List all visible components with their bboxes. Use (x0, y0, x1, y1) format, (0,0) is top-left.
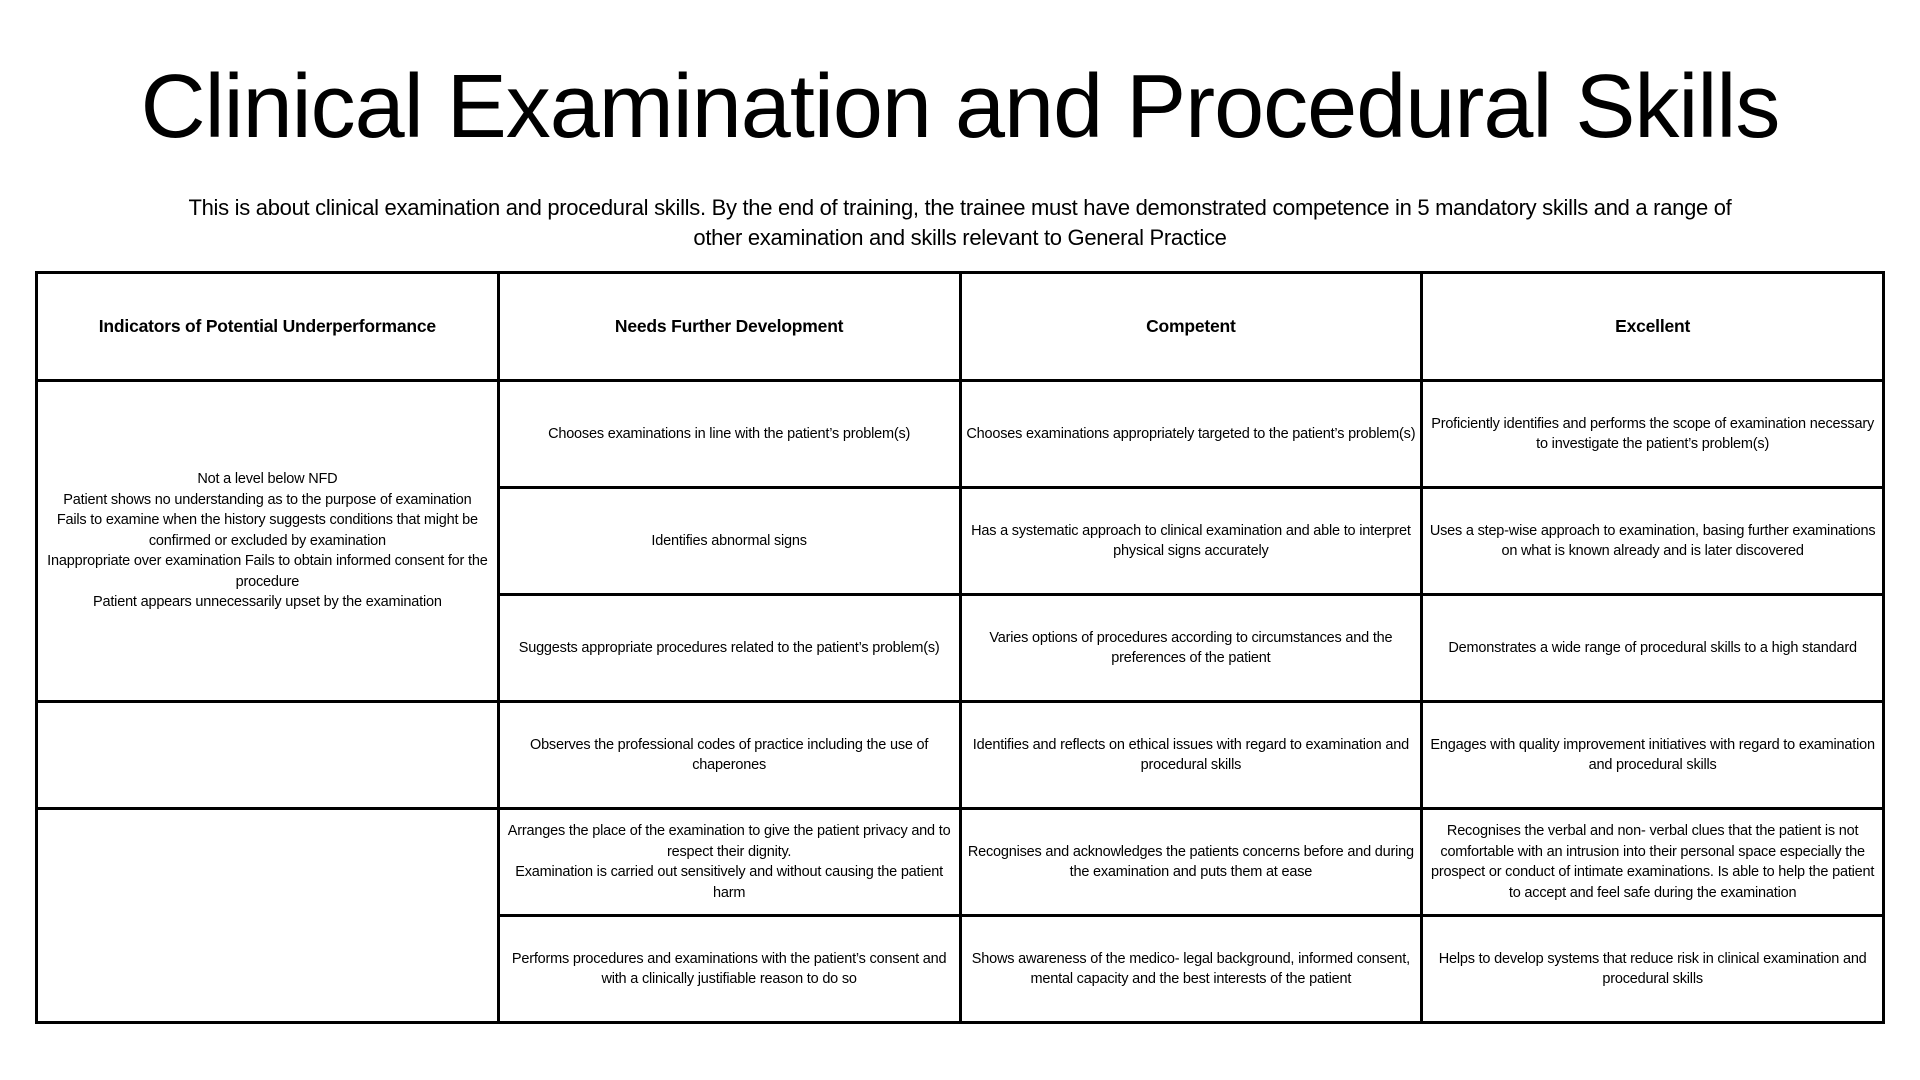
table-header-row (37, 273, 1884, 381)
competency-rubric-table (35, 271, 1885, 1024)
indicator-item: Fails to examine when the history suggests conditions that might be confirmed or excluded by examination (56, 512, 478, 549)
page-subtitle (100, 193, 1820, 253)
header-competent: Competent (960, 273, 1422, 381)
excellent-cell: Uses a step-wise approach to examination, basing further examinations on what is known already and is later discovered (1422, 488, 1884, 595)
indicators-cell-1 (37, 381, 499, 702)
indicator-item: Patient appears unnecessarily upset by the examination (93, 594, 442, 611)
nfd-cell-line: Examination is carried out sensitively and without causing the patient harm (515, 864, 943, 901)
nfd-cell: Identifies abnormal signs (498, 488, 960, 595)
excellent-cell: Engages with quality improvement initiatives with regard to examination and procedural skills (1422, 702, 1884, 809)
indicator-item: Inappropriate over examination Fails to obtain informed consent for the procedure (47, 553, 488, 590)
competent-cell: Has a systematic approach to clinical examination and able to interpret physical signs accurately (960, 488, 1422, 595)
competent-cell: Varies options of procedures according to circumstances and the preferences of the patient (960, 595, 1422, 702)
indicator-item: Not a level below NFD (197, 471, 338, 488)
nfd-cell (498, 809, 960, 916)
subtitle-line-1: This is about clinical examination and procedural skills. By the end of training, the trainee must have demonstrated competence in 5 mandatory skills and a range of (188, 195, 1732, 220)
page-title: Clinical Examination and Procedural Skills (140, 57, 1780, 157)
subtitle-line-2: other examination and skills relevant to General Practice (693, 225, 1227, 250)
excellent-cell: Proficiently identifies and performs the scope of examination necessary to investigate the patient’s problem(s) (1422, 381, 1884, 488)
nfd-cell: Performs procedures and examinations with the patient’s consent and with a clinically justifiable reason to do so (498, 916, 960, 1023)
nfd-cell: Suggests appropriate procedures related to the patient’s problem(s) (498, 595, 960, 702)
indicators-cell-2 (37, 702, 499, 809)
nfd-cell: Observes the professional codes of practice including the use of chaperones (498, 702, 960, 809)
competent-cell: Recognises and acknowledges the patients concerns before and during the examination and puts them at ease (960, 809, 1422, 916)
indicator-item: Patient shows no understanding as to the purpose of examination (63, 491, 472, 508)
competent-cell: Shows awareness of the medico- legal background, informed consent, mental capacity and the best interests of the patient (960, 916, 1422, 1023)
excellent-cell: Helps to develop systems that reduce risk in clinical examination and procedural skills (1422, 916, 1884, 1023)
excellent-cell: Recognises the verbal and non- verbal clues that the patient is not comfortable with an intrusion into their personal space especially the prospect or conduct of intimate examinations. Is able to help the patient to accept and feel safe during the examination (1422, 809, 1884, 916)
excellent-cell: Demonstrates a wide range of procedural skills to a high standard (1422, 595, 1884, 702)
header-excellent: Excellent (1422, 273, 1884, 381)
competent-cell: Identifies and reflects on ethical issues with regard to examination and procedural skills (960, 702, 1422, 809)
indicators-cell-3 (37, 809, 499, 1023)
header-indicators-of-underperformance: Indicators of Potential Underperformance (37, 273, 499, 381)
table-row (37, 809, 1884, 916)
table-row (37, 381, 1884, 488)
nfd-cell: Chooses examinations in line with the patient’s problem(s) (498, 381, 960, 488)
header-needs-further-development: Needs Further Development (498, 273, 960, 381)
nfd-cell-line: Arranges the place of the examination to give the patient privacy and to respect their dignity. (507, 823, 951, 860)
competent-cell: Chooses examinations appropriately targeted to the patient’s problem(s) (960, 381, 1422, 488)
table-row (37, 702, 1884, 809)
